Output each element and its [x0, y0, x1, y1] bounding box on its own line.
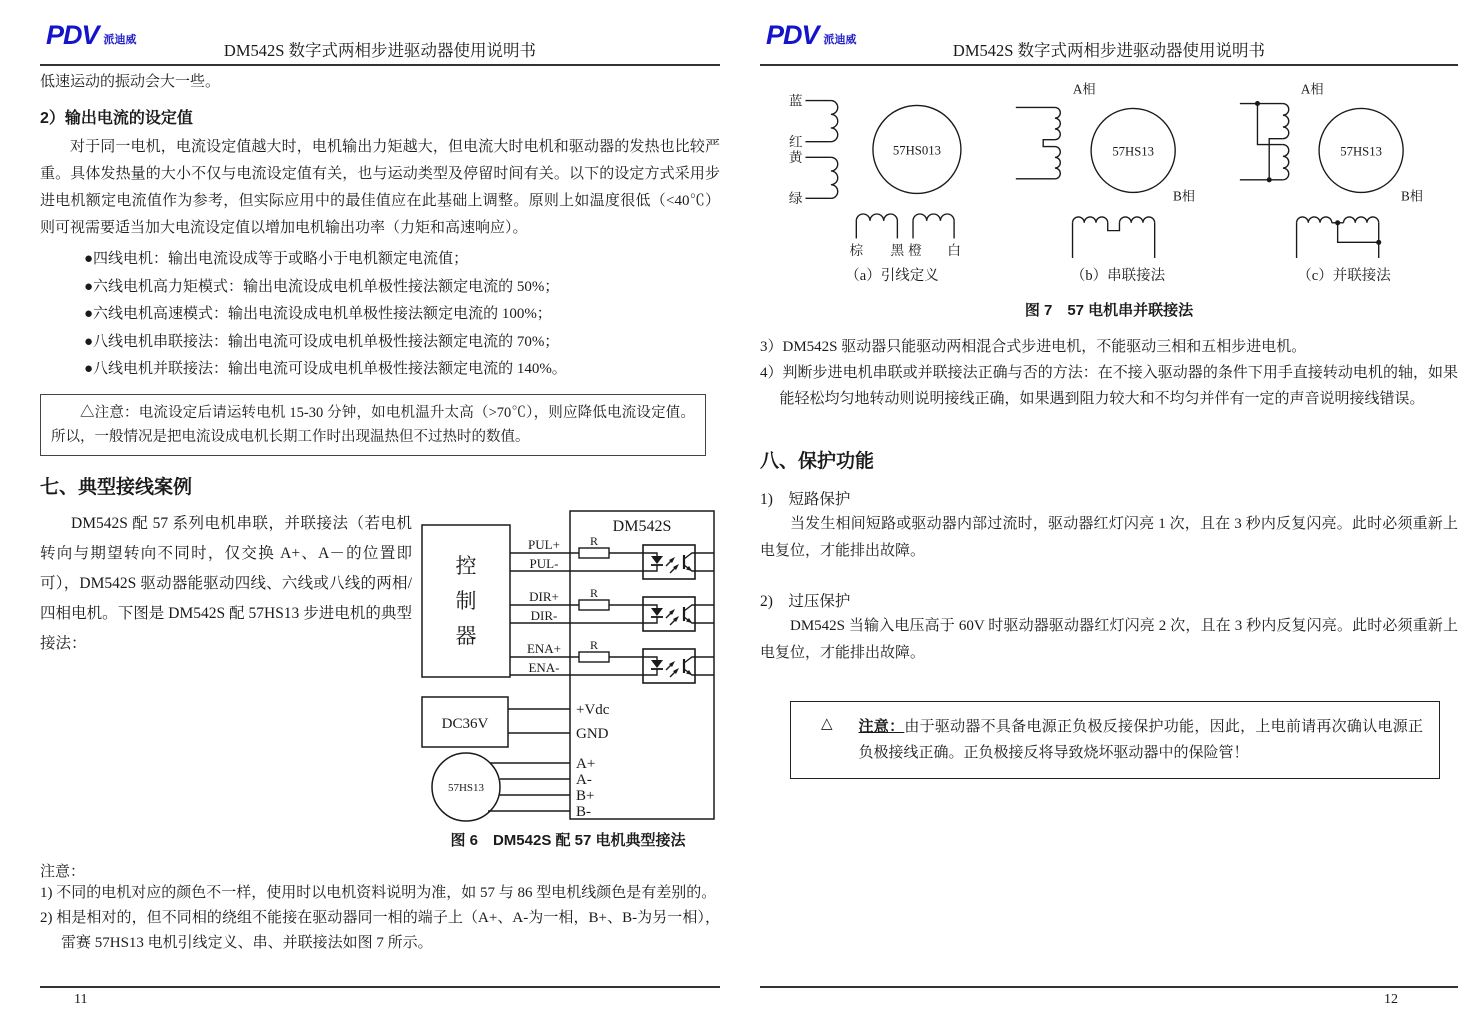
signal-label: ENA-: [528, 659, 560, 675]
wire-color-label: 绿: [788, 191, 803, 207]
figure7c: [1234, 78, 1454, 285]
resistor-label: R: [589, 585, 599, 600]
notes-heading: 注意：: [40, 863, 86, 880]
warning-body: 由于驱动器不具备电源正负极反接保护功能，因此，上电前请再次确认电源正负极接线正确。正负极接反将导致烧坏驱动器中的保险管！: [858, 719, 1423, 761]
lead-definition-diagram: [782, 78, 1002, 262]
numbered-notes: [760, 334, 1458, 412]
overvoltage-title: 2) 过压保护: [760, 593, 851, 610]
page-footer: [40, 986, 720, 1008]
wire-color-label: 棕: [849, 243, 864, 259]
wire-color-label: 白: [947, 243, 961, 259]
controller-label: 控: [455, 553, 477, 578]
motor-pin-label: A+: [576, 755, 596, 772]
phase-label: A相: [1072, 81, 1096, 97]
logo-subtext: 派迪威: [103, 34, 137, 46]
wire-color-label: 黑: [890, 243, 905, 259]
figure7-row: [760, 78, 1458, 285]
figure6: [418, 507, 718, 850]
motor-pin-label: B+: [576, 787, 595, 804]
motor-label: 57HS13: [447, 781, 485, 794]
power-pin-label: GND: [576, 725, 609, 742]
list-item: ●八线电机串联接法：输出电流可设成电机单极性接法额定电流的 70%；: [84, 333, 560, 350]
list-item: ●四线电机：输出电流设成等于或略小于电机额定电流值；: [84, 251, 469, 267]
motor-pin-label: A-: [576, 771, 592, 788]
parallel-connection-diagram: [1234, 78, 1454, 262]
warning-label: 注意：: [858, 718, 905, 735]
document-title: DM542S 数字式两相步进驱动器使用说明书: [223, 41, 537, 60]
figure6-caption: 图 6 DM542S 配 57 电机典型接法: [450, 831, 686, 849]
section7-heading: 七、典型接线案例: [40, 476, 193, 498]
series-connection-diagram: [1008, 78, 1228, 262]
power-label: DC36V: [441, 715, 489, 732]
list-item: ●六线电机高速模式：输出电流设成电机单极性接法额定电流的 100%；: [84, 306, 552, 322]
caution-box: △注意：电流设定后请运转电机 15-30 分钟，如电机温升太高（>70℃），则应降低电流设定值。所以，一般情况是把电流设成电机长期工作时出现温热但不过热时的数值。: [40, 394, 706, 456]
current-setting-list: [40, 246, 720, 384]
logo-text: PDV: [46, 20, 99, 50]
wire-color-label: 黄: [788, 150, 803, 166]
page-11: [40, 18, 720, 1018]
motor-label: 57HS13: [1112, 144, 1154, 159]
short-circuit-title: 1) 短路保护: [760, 491, 851, 508]
page-number: 12: [1384, 992, 1398, 1007]
intro-line: 低速运动的振动会大一些。: [40, 74, 221, 90]
motor-label: 57HS13: [1340, 144, 1382, 159]
signal-label: ENA+: [526, 640, 562, 656]
list-item: ●八线电机并联接法：输出电流可设成电机单极性接法额定电流的 140%。: [84, 361, 567, 377]
figure7a: [782, 78, 1002, 285]
logo-subtext: 派迪威: [823, 34, 857, 46]
signal-label: DIR+: [529, 588, 559, 604]
wire-color-label: 蓝: [788, 93, 803, 109]
page-12: [760, 18, 1458, 1018]
resistor-label: R: [589, 637, 599, 652]
figure6-row: [40, 507, 720, 850]
resistor-label: R: [589, 533, 599, 548]
section2-heading: 2）输出电流的设定值: [40, 110, 193, 127]
page-header: [760, 18, 1458, 66]
controller-label: 制: [455, 588, 477, 613]
list-item: ●六线电机高力矩模式：输出电流设成电机单极性接法额定电流的 50%；: [84, 278, 560, 295]
phase-label: B相: [1173, 188, 1195, 204]
wire-color-label: 橙: [908, 243, 922, 259]
motor-pin-label: B-: [576, 803, 591, 820]
figure7b: [1008, 78, 1228, 285]
warning-box: [790, 701, 1440, 779]
figure7c-caption: （c）并联接法: [1297, 268, 1391, 284]
phase-label: B相: [1400, 188, 1423, 204]
note-item: 2) 相是相对的，但不同相的绕组不能接在驱动器同一相的端子上（A+、A-为一相，B+、B-为另一相），雷赛 57HS13 电机引线定义、串、并联接法如图 7 所示。: [40, 909, 720, 951]
document-title: DM542S 数字式两相步进驱动器使用说明书: [952, 41, 1266, 60]
figure7a-caption: （a）引线定义: [845, 268, 939, 284]
controller-label: 器: [455, 623, 477, 648]
note-item: 4）判断步进电机串联或并联接法正确与否的方法：在不接入驱动器的条件下用手直接转动电机的轴，如果能轻松均匀地转动则说明接线正确，如果遇到阻力较大和不均匀并伴有一定的声音说明接线错误。: [760, 365, 1458, 407]
signal-label: PUL-: [529, 555, 559, 571]
warning-triangle-icon: △: [821, 716, 833, 732]
overvoltage-paragraph: DM542S 当输入电压高于 60V 时驱动器驱动器红灯闪亮 2 次，且在 3 秒内反复闪亮。此时必须重新上电复位，才能排出故障。: [760, 618, 1458, 661]
driver-label: DM542S: [612, 517, 672, 535]
page-number: 11: [74, 992, 88, 1007]
section2-paragraph: 对于同一电机，电流设定值越大时，电机输出力矩越大，但电流大时电机和驱动器的发热也比较严重。具体发热量的大小不仅与电流设定值有关，也与运动类型及停留时间有关。以下的设定方式采用步进电机额定电流值作为参考，但实际应用中的最佳值应在此基础上调整。原则上如温度很低（<40℃）则可视需要适当加大电流设定值以增加电机输出功率（力矩和高速响应）。: [40, 139, 720, 236]
wiring-diagram: [418, 507, 716, 823]
section7-paragraph: DM542S 配 57 系列电机串联，并联接法（若电机转向与期望转向不同时，仅交换 A+、A－的位置即可），DM542S 驱动器能驱动四线、六线或八线的两相/四相电机。下图是 DM542S 配 57HS13 步进电机的典型接法：: [40, 514, 412, 652]
warning-text: [859, 714, 1423, 766]
wire-color-label: 红: [788, 134, 803, 150]
power-pin-label: +Vdc: [576, 701, 610, 718]
page-footer: [760, 986, 1458, 1008]
signal-label: DIR-: [530, 607, 558, 623]
short-circuit-paragraph: 当发生相间短路或驱动器内部过流时，驱动器红灯闪亮 1 次，且在 3 秒内反复闪亮。此时必须重新上电复位，才能排出故障。: [760, 516, 1458, 559]
logo-text: PDV: [766, 20, 819, 50]
figure7-caption: 图 7 57 电机串并联接法: [1024, 302, 1194, 319]
page-header: [40, 18, 720, 66]
phase-label: A相: [1300, 81, 1324, 97]
note-item: 3）DM542S 驱动器只能驱动两相混合式步进电机，不能驱动三相和五相步进电机。: [760, 339, 1307, 355]
section8-heading: 八、保护功能: [760, 451, 875, 472]
motor-label: 57HS013: [892, 143, 941, 158]
figure7b-caption: （b）串联接法: [1070, 268, 1166, 284]
note-item: 1) 不同的电机对应的颜色不一样，使用时以电机资料说明为准，如 57 与 86 型电机线颜色是有差别的。: [40, 884, 717, 901]
signal-label: PUL+: [528, 536, 560, 552]
